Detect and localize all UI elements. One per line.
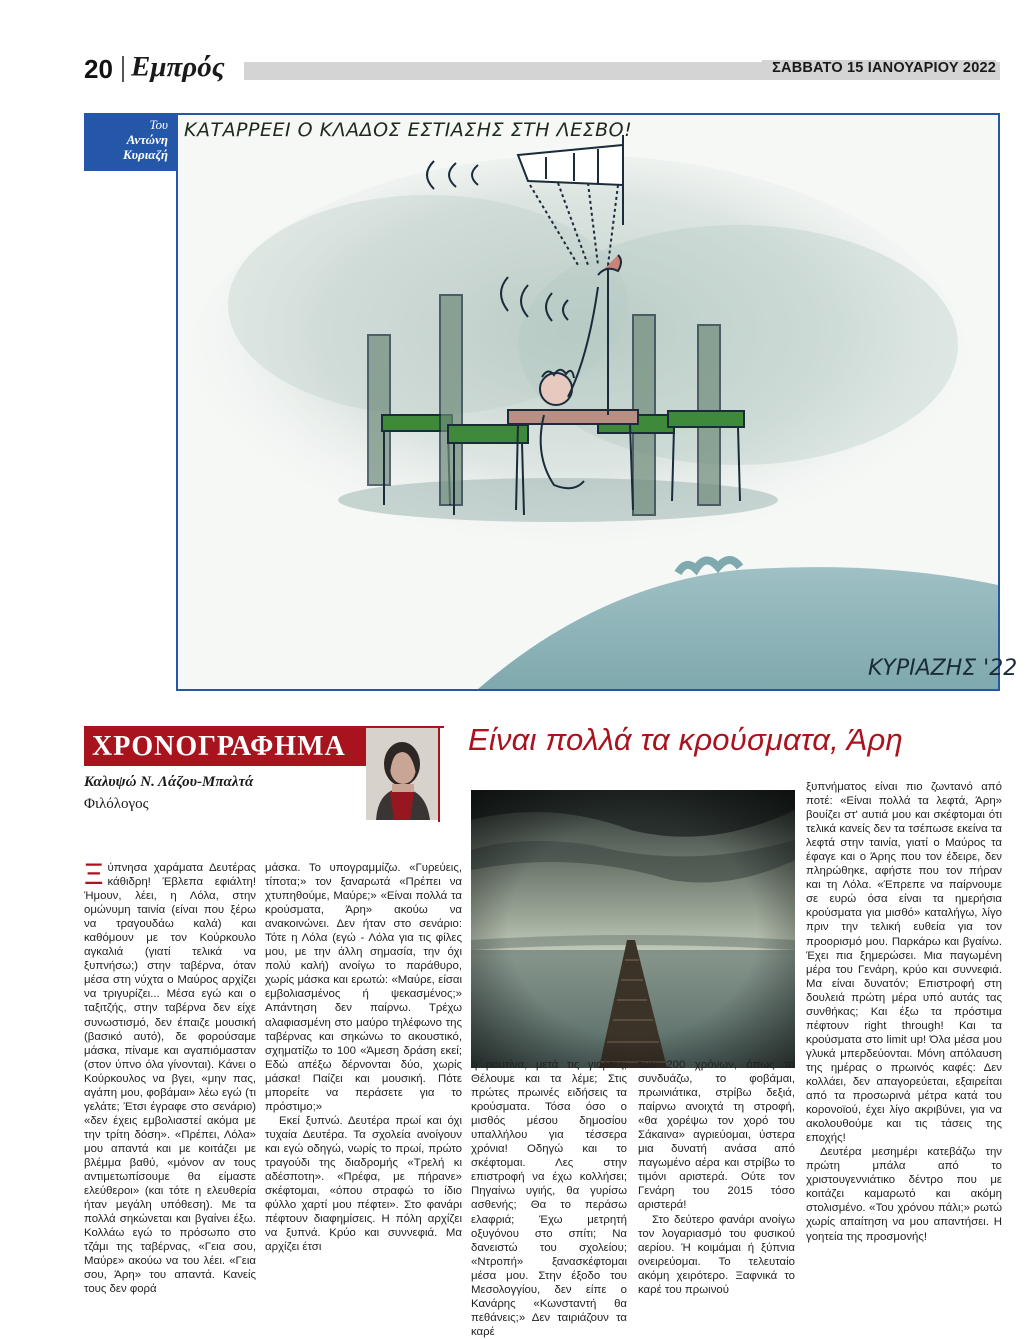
- author-role: Φιλόλογος: [84, 796, 149, 812]
- column-label: ΧΡΟΝΟΓΡΑΦΗΜΑ: [84, 728, 366, 766]
- article-photo: [471, 790, 795, 1068]
- cartoon-signature: ΚΥΡΙΑΖΗΣ '22: [868, 656, 1018, 681]
- paragraph: η ρουτίνα, μετά τις γιορτές; Θέλουμε και τα λέμε; Στις πρώτες πρωινές ειδήσεις τα κρούσματα. Τόσα όσο ο μισθός μέσου δημοσίου υπαλλήλου για τέσσερα χρόνια! Οδηγώ και το σκέφτομαι. Λες στην επιστροφή να έχω κολλήσει; Πηγαίνω υγιής, θα γυρίσω ασθενής; Θα το περάσω ελαφριά; Έχω μετρητή οξυγόνου στο σπίτι; Να δανειστώ του σχολείου; «Ντροπή» ξανασκέφτομαι μέσα μου. Στην έξοδο του Μεσολογγίου, δεν είπε ο Κανάρης «Κωνσταντή θα πεθάνεις;» Δεν ταιριάζουν τα καρέ: [471, 1059, 627, 1338]
- cartoonist-label: [84, 113, 176, 171]
- author-name: Καλυψώ Ν. Λάζου-Μπαλτά: [84, 774, 254, 790]
- page-number: 20: [84, 54, 113, 84]
- paragraph: των 200 χρόνων, όπως τα συνδυάζω, το φοβάμαι, πρωινιάτικα, στρίβω δεξιά, παίρνω ανοιχτά τη στροφή, «θα χορέψω τον χορό του Σάκαινα» αγριεύομαι, ύστερα μια δυνατή ανάσα από παγωμένο αέρα και στρίβω το τιμόνι αριστερά. Ούτε τον Γενάρη του 2015 τόσο αριστερά!: [638, 1059, 795, 1212]
- author-portrait-graphic: [366, 728, 438, 820]
- article-column-5: [806, 780, 1002, 1244]
- article-title: Είναι πολλά τα κρούσματα, Άρη: [468, 722, 903, 757]
- paragraph: Δευτέρα μεσημέρι κατεβάζω την πρώτη μπάλα από το χριστουγεννιάτικο δέντρο που με κοιτάζει καμαρωτό και ακόμη στολισμένο. «Του χρόνου πάλι;» ρωτώ χωρίς απαίτηση να μου απαντήσει. Η γοητεία της προσμονής!: [806, 1146, 1002, 1243]
- cartoon-illustration: [178, 115, 1018, 689]
- column-rule-side: [438, 726, 440, 822]
- author-photo: [366, 728, 438, 820]
- paragraph: μάσκα. Το υπογραμμίζω. «Γυρεύεις, τίποτα;» τον ξαναρωτά «Πρέπει να χτυπηθούμε, Μαύρε;» «Είναι πολλά τα κρούσματα, Άρη» ακούω να ανακοινώνει. Δεν ήταν στο σενάριο: Τότε η Λόλα (εγώ - Λόλα για τις φίλες μου, με την άλλη σημασία, την όχι πολύ καλή) ανοίγω το παράθυρο, χωρίς μάσκα και ερωτώ: «Μαύρε, είσαι εμβολιασμένος ή ψεκασμένος;» Απάντηση δεν παίρνω. Τρέχω αλαφιασμένη στο μαύρο τηλέφωνο της ταβέρνας και σηκώνω το ακουστικό, σχηματίζω το 100 «Άμεση δράση εκεί; Εδώ απέξω δέρνονται δύο, χωρίς μάσκα! Παίζει και μουσική. Πότε μπορείτε να περάσετε για το πρόστιμο;»: [265, 862, 462, 1113]
- article-column-3: [471, 1058, 627, 1339]
- editorial-cartoon: [176, 113, 1018, 691]
- cartoonist-first-name: Αντώνη: [126, 132, 168, 147]
- paragraph: Εκεί ξυπνώ. Δευτέρα πρωί και όχι τυχαία Δευτέρα. Τα σχολεία ανοίγουν και εγώ οδηγώ, νωρίς το πρωί, πρώτο τραγούδι της διαδρομής «Τρελή κι αδέσποτη». «Πρέφα, με πήρανε» σκέφτομαι, «όπου στραφώ το ίδιο φύλλο χαρτί μου πέφτει». Στο φανάρι πέφτουν διαφημίσεις. Η πόλη αρχίζει να ξυπνά. Κρύο και συννεφιά. Μα αρχίζει έτσι: [265, 1114, 462, 1254]
- cartoon-caption: ΚΑΤΑΡΡΕΕΙ Ο ΚΛΑΔΟΣ ΕΣΤΙΑΣΗΣ ΣΤΗ ΛΕΣΒΟ!: [184, 119, 633, 141]
- page-header: [84, 52, 1000, 88]
- newspaper-brand: Εμπρός: [131, 51, 225, 83]
- issue-date: ΣΑΒΒΑΤΟ 15 ΙΑΝΟΥΑΡΙΟΥ 2022: [762, 60, 996, 76]
- cartoonist-prefix: Του: [149, 117, 168, 132]
- header-divider: [122, 56, 124, 82]
- article-column-1: [84, 858, 256, 1296]
- cartoonist-last-name: Κυριαζή: [122, 147, 168, 162]
- pier-photo: [471, 790, 795, 1068]
- article-column-2: [265, 861, 462, 1254]
- paragraph: ξυπνήματος είναι πιο ζωντανό από ποτέ: «Είναι πολλά τα λεφτά, Άρη» βουίζει στ' αυτιά μου και σκέφτομαι ότι τελικά κανείς δεν τα τσέπωσε εκείνα τα λεφτά στην ταινία, γιατί ο Μαύρος τα έφαγε και ο Άρης που τον έδειρε, δεν πληρώθηκε, αφήστε που τον πήραν και τη Λόλα. «Έπρεπε να παίρνουμε σε ευρώ όσα είναι τα ημερήσια κρούσματα για μισθό» καταλήγω, λίγο πριν την τελική ευθεία για τον προορισμό μου. Παρκάρω και βγαίνω. Έχει πια ξημερώσει. Μια παγωμένη μέρα του Γενάρη, κρύο και συννεφιά. Μα είναι δυνατόν; Επιστροφή στη δουλειά πρώτη μέρα υπό αυτάς τας συνθήκας; Και έξω τα πρόστιμα πέφτουν right through! Και τα κρούσματα στο limit up! Όλα μέσα μου γλυκά μπερδεύονται. Μόνη απόλαυση της ημέρας ο πρωινός καφές: Δεν κολλάει, δεν απαγορεύεται, εξαιρείται από τα προσωρινά μέτρα κατά του κορονοϊού, έχει λίγο ακριβύνει, για να ακολουθούμε και τις τάσεις της εποχής!: [806, 781, 1002, 1145]
- article-column-4: [638, 1058, 795, 1297]
- paragraph: Στο δεύτερο φανάρι ανοίγω τον λογαριασμό του φυσικού αερίου. Ή κοιμάμαι ή ξύπνια ονειρεύομαι. Το τελευταίο ακόμη χειρότερο. Ξαφνικά το καρέ του πρωινού: [638, 1213, 795, 1296]
- drop-cap: Ξ: [84, 858, 104, 891]
- paragraph: ύπνησα χαράματα Δευτέρας κάθιδρη! Έβλεπα εφιάλτη! Ήμουν, λέει, η Λόλα, στην ομώνυμη ταινία (είναι που ξέρω να τραγουδάω καλά) και καθόμουν με τον Κούρκουλο αγκαλιά (γιατί τελικά να ξυπνήσω;) στην ταβέρνα, όταν μέσα στη νύχτα ο Μαύρος αρχίζει να τριγυρίζει... Μέσα εγώ και ο ταξιτζής, στην ταβέρνα δεν είχε συνωστισμό, δεν έπαιζε μουσική (βασικό αυτό), δε φορούσαμε μάσκα, πίναμε και αγαπιόμασταν (στον ύπνο όλα γίνονται). Κάνει ο Κούρκουλος να βγει, «μην πας, αγάπη μου, φοβάμαι» λέω εγώ (τι γελάτε; Έτσι έγραφε στο σενάριο) «δεν έχεις εμβολιαστεί ακόμα με την τρίτη δόση». «Πρέπει, Λόλα» μου απαντά και με κοιτάζει με βλέμμα βαθύ, «μόνον αν τους αντιμετωπίσουμε θα είμαστε ελεύθεροι» (και τότε η ελευθερία ήταν μεγάλη υπόθεση). Με τα πολλά σηκώνεται και βγαίνει έξω. Κολλάω εγώ το πρόσωπο στο τζάμι της ταβέρνας, «Γεια σου, Μαύρε» ακούω να του λέει. «Γεια σου, Άρη» του απαντά. Κανείς τους δεν φορά: [84, 862, 256, 1296]
